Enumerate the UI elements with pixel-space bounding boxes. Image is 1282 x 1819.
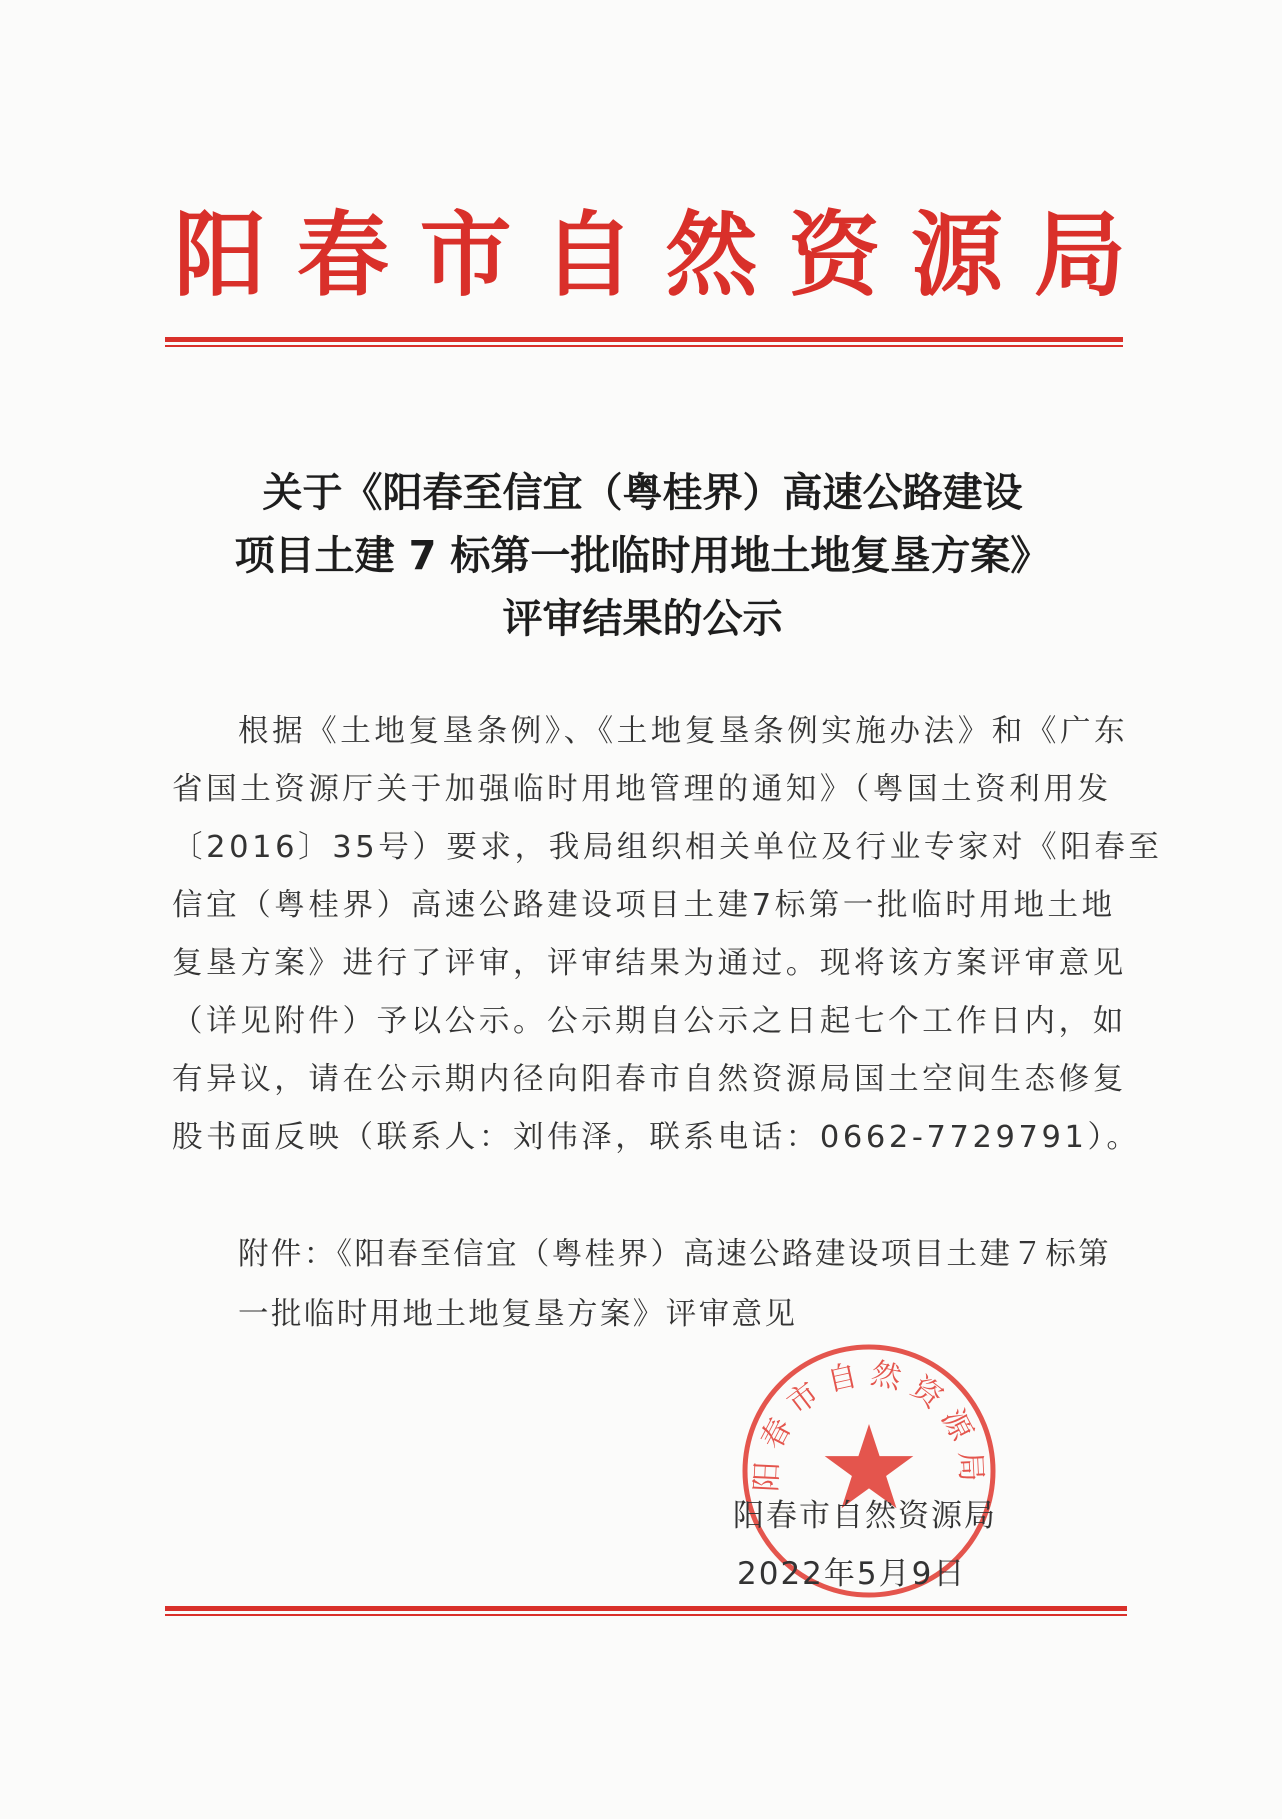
letterhead-char: 市 — [419, 201, 512, 309]
title-line: 评审结果的公示 — [502, 596, 783, 642]
letterhead-char: 春 — [296, 201, 389, 309]
letterhead-char: 资 — [788, 201, 881, 309]
body-line: 股书面反映（联系人：刘伟泽，联系电话：0662-7729791）。 — [172, 1120, 1141, 1155]
signing-date: 2022年5月9日 — [737, 1556, 967, 1592]
body-line: 省国土资源厅关于加强临时用地管理的通知》（粤国土资利用发 — [172, 772, 1112, 807]
attachment-line: 附件：《阳春至信宜（粤桂界）高速公路建设项目土建７标第 — [238, 1237, 1112, 1272]
body-line: （详见附件）予以公示。公示期自公示之日起七个工作日内，如 — [172, 1004, 1127, 1039]
seal-text: 阳春市自然资源局 — [749, 1355, 989, 1493]
attachment-line: 一批临时用地土地复垦方案》评审意见 — [238, 1297, 798, 1332]
body-line: 信宜（粤桂界）高速公路建设项目土建7标第一批临时用地土地 — [172, 888, 1116, 923]
signing-organization: 阳春市自然资源局 — [733, 1498, 997, 1534]
title-line: 关于《阳春至信宜（粤桂界）高速公路建设 — [262, 470, 1023, 516]
signature-block — [733, 1487, 997, 1603]
letterhead-char: 源 — [911, 201, 1004, 309]
title-line: 项目土建 7 标第一批临时用地土地复垦方案》 — [234, 533, 1051, 579]
letterhead-char: 阳 — [173, 201, 266, 309]
letterhead-char: 局 — [1033, 201, 1126, 309]
body-paragraph — [172, 703, 1163, 1167]
body-line: 根据《土地复垦条例》、《土地复垦条例实施办法》和《广东 — [238, 714, 1129, 749]
letterhead-char: 自 — [542, 201, 635, 309]
footer-divider — [165, 1606, 1127, 1611]
letterhead — [170, 201, 1130, 309]
document-title — [150, 462, 1135, 651]
body-line: 〔2016〕35号）要求，我局组织相关单位及行业专家对《阳春至 — [172, 830, 1163, 865]
body-line: 有异议，请在公示期内径向阳春市自然资源局国土空间生态修复 — [172, 1062, 1127, 1097]
body-line: 复垦方案》进行了评审，评审结果为通过。现将该方案评审意见 — [172, 946, 1127, 981]
attachment-note — [172, 1225, 1132, 1345]
letterhead-char: 然 — [665, 201, 758, 309]
letterhead-divider-thin — [165, 345, 1123, 347]
footer-divider-thin — [165, 1614, 1127, 1616]
letterhead-divider — [165, 337, 1123, 342]
